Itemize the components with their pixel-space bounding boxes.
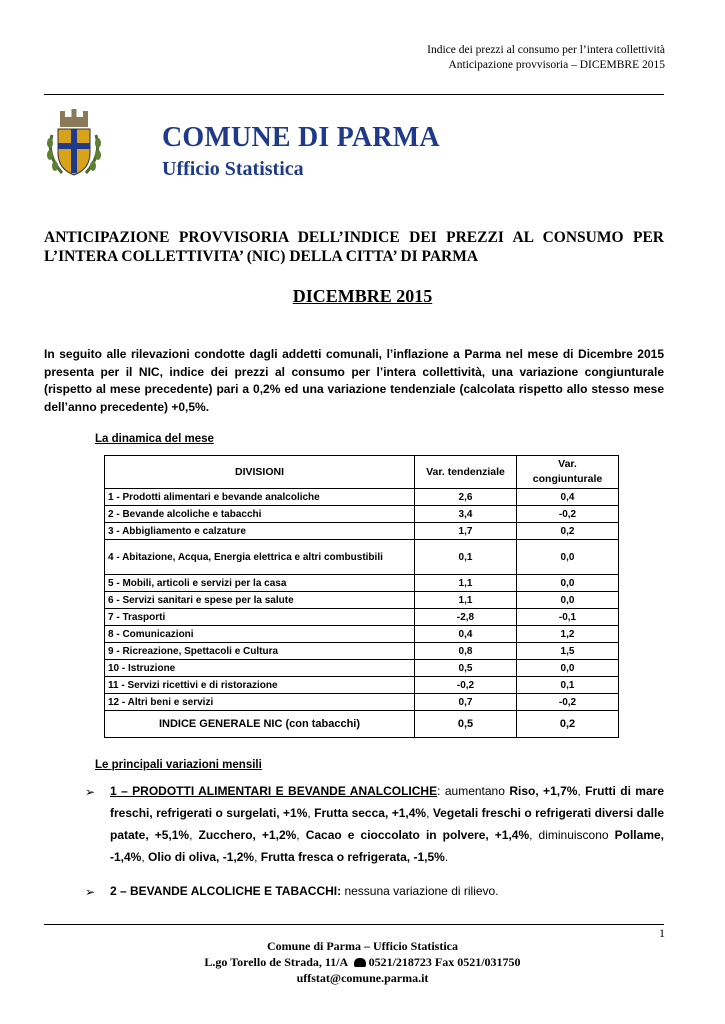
item-vegetali: Vegetali freschi o refrigerati diversi dalle patate, +5,1% — [110, 806, 665, 842]
footer-divider — [44, 924, 664, 925]
var-congiunturale: 0,0 — [517, 575, 619, 592]
table-row — [105, 643, 619, 660]
item-zucchero: Zucchero, +1,2% — [198, 828, 297, 842]
table-total-row — [105, 711, 619, 738]
var-congiunturale: -0,2 — [517, 506, 619, 523]
footer-address: L.go Torello de Strada, 11/A — [204, 955, 348, 969]
intro-paragraph: In seguito alle rilevazioni condotte dagli addetti comunali, l’inflazione a Parma nel mese di Dicembre 2015 presenta per il NIC, indice dei prezzi al consumo per l’intera collettività, una variazione congiunturale (rispetto al mese precedente) pari a 0,2% ed una variazione tendenziale (calcolata rispetto allo stesso mese dell’anno precedente) +0,5%. — [44, 347, 664, 414]
var-tendenziale: 0,8 — [415, 643, 517, 660]
report-month: DICEMBRE 2015 — [292, 286, 433, 306]
footer-phones: 0521/218723 Fax 0521/031750 — [368, 955, 521, 969]
var-tendenziale: 0,4 — [415, 626, 517, 643]
item-pollame: Pollame, -1,4% — [110, 828, 664, 864]
division-name: 4 - Abitazione, Acqua, Energia elettrica e altri combustibili — [105, 540, 415, 575]
text-run: : aumentano — [437, 784, 510, 798]
col-header-var-tendenziale: Var. tendenziale — [415, 456, 517, 489]
text-run: , — [189, 828, 199, 842]
text-run: , — [426, 806, 433, 820]
var-tendenziale: 1,1 — [415, 575, 517, 592]
col-header-divisioni: DIVISIONI — [105, 456, 415, 489]
division-name: 5 - Mobili, articoli e servizi per la casa — [105, 575, 415, 592]
bullet-2-heading: 2 – BEVANDE ALCOLICHE E TABACCHI: — [110, 884, 342, 898]
text-run: , — [577, 784, 586, 798]
footer-email: uffstat@comune.parma.it — [296, 971, 429, 985]
var-congiunturale: -0,2 — [517, 694, 619, 711]
table-row — [105, 592, 619, 609]
item-olio: Olio di oliva, -1,2% — [148, 850, 255, 864]
var-tendenziale: 1,1 — [415, 592, 517, 609]
footer-office: Comune di Parma – Ufficio Statistica — [267, 939, 458, 953]
division-name: 12 - Altri beni e servizi — [105, 694, 415, 711]
divisions-table — [104, 455, 619, 738]
text-run: , — [296, 828, 306, 842]
var-tendenziale: 0,7 — [415, 694, 517, 711]
telephone-icon — [354, 958, 366, 967]
division-name: 1 - Prodotti alimentari e bevande analcoliche — [105, 489, 415, 506]
bullet-paragraph-1 — [110, 780, 664, 868]
var-tendenziale: 1,7 — [415, 523, 517, 540]
division-name: 9 - Ricreazione, Spettacoli e Cultura — [105, 643, 415, 660]
var-congiunturale: 0,0 — [517, 592, 619, 609]
table-row — [105, 609, 619, 626]
item-cacao: Cacao e cioccolato in polvere, +1,4% — [305, 828, 530, 842]
division-name: 8 - Comunicazioni — [105, 626, 415, 643]
table-row — [105, 677, 619, 694]
text-run: , diminuiscono — [529, 828, 615, 842]
division-name: 2 - Bevande alcoliche e tabacchi — [105, 506, 415, 523]
parma-coat-of-arms-icon — [44, 105, 104, 180]
var-tendenziale: 0,1 — [415, 540, 517, 575]
var-congiunturale: 0,4 — [517, 489, 619, 506]
table-row — [105, 540, 619, 575]
running-header — [427, 43, 665, 73]
var-tendenziale: 2,6 — [415, 489, 517, 506]
header-line-1: Indice dei prezzi al consumo per l’intera collettività — [427, 44, 665, 56]
var-congiunturale: 1,5 — [517, 643, 619, 660]
var-tendenziale: 0,5 — [415, 660, 517, 677]
table-row — [105, 694, 619, 711]
division-name: 10 - Istruzione — [105, 660, 415, 677]
col-header-var-congiunturale: Var. congiunturale — [517, 456, 619, 489]
text-run: . — [444, 850, 449, 864]
text-run: , — [141, 850, 149, 864]
division-name: 7 - Trasporti — [105, 609, 415, 626]
page-subtitle: Ufficio Statistica — [162, 158, 304, 180]
table-row — [105, 506, 619, 523]
total-var-tendenziale: 0,5 — [415, 711, 517, 738]
bullet-2-text: nessuna variazione di rilievo. — [341, 884, 499, 898]
header-divider — [44, 94, 664, 95]
division-name: 3 - Abbigliamento e calzature — [105, 523, 415, 540]
var-congiunturale: 0,0 — [517, 540, 619, 575]
var-tendenziale: 3,4 — [415, 506, 517, 523]
total-label: INDICE GENERALE NIC (con tabacchi) — [105, 711, 415, 738]
page-number: 1 — [659, 926, 665, 940]
division-name: 6 - Servizi sanitari e spese per la salute — [105, 592, 415, 609]
page-title: COMUNE DI PARMA — [162, 122, 440, 153]
arrow-bullet-icon: ➢ — [85, 885, 96, 899]
bullet-1-heading: 1 – PRODOTTI ALIMENTARI E BEVANDE ANALCOLICHE — [110, 784, 438, 798]
var-congiunturale: -0,1 — [517, 609, 619, 626]
var-tendenziale: -0,2 — [415, 677, 517, 694]
var-congiunturale: 0,1 — [517, 677, 619, 694]
page-footer — [0, 938, 725, 986]
table-row — [105, 626, 619, 643]
section-heading-variazioni: Le principali variazioni mensili — [95, 759, 262, 771]
total-var-congiunturale: 0,2 — [517, 711, 619, 738]
text-run: , — [307, 806, 315, 820]
footer-contacts — [0, 954, 725, 970]
document-heading: ANTICIPAZIONE PROVVISORIA DELL’INDICE DEI PREZZI AL CONSUMO PER L’INTERA COLLETTIVITA’ (NIC) DELLA CITTA’ DI PARMA — [44, 229, 664, 265]
var-congiunturale: 1,2 — [517, 626, 619, 643]
item-frutta-fresca: Frutta fresca o refrigerata, -1,5% — [260, 850, 445, 864]
item-frutta-secca: Frutta secca, +1,4% — [314, 806, 427, 820]
table-row — [105, 489, 619, 506]
bullet-paragraph-2 — [110, 880, 664, 902]
table-row — [105, 575, 619, 592]
var-congiunturale: 0,2 — [517, 523, 619, 540]
division-name: 11 - Servizi ricettivi e di ristorazione — [105, 677, 415, 694]
var-tendenziale: -2,8 — [415, 609, 517, 626]
header-line-2: Anticipazione provvisoria – DICEMBRE 2015 — [448, 59, 665, 71]
table-row — [105, 660, 619, 677]
section-heading-dinamica: La dinamica del mese — [95, 433, 214, 445]
table-row — [105, 523, 619, 540]
text-run: , — [254, 850, 261, 864]
item-frutti-di-mare: Frutti di mare freschi, refrigerati o surgelati, +1% — [110, 784, 664, 820]
var-congiunturale: 0,0 — [517, 660, 619, 677]
table-header-row — [105, 456, 619, 489]
item-riso: Riso, +1,7% — [509, 784, 578, 798]
arrow-bullet-icon: ➢ — [85, 785, 96, 799]
